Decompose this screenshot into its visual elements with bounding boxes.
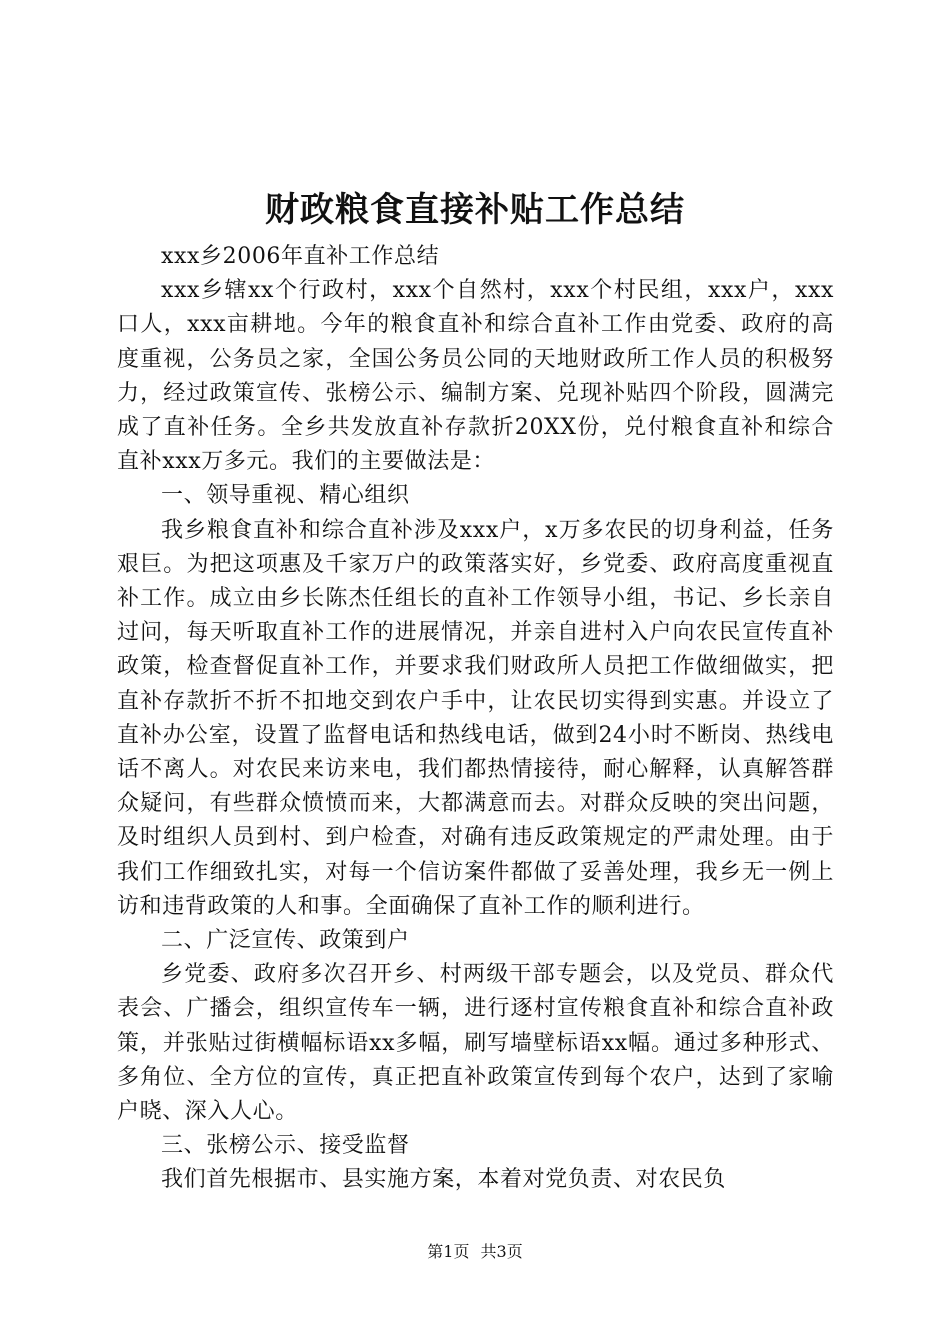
section-heading-3: 三、张榜公示、接受监督 (161, 1133, 410, 1159)
paragraph-subtitle: xxx乡2006年直补工作总结 (161, 244, 440, 269)
document-body (117, 240, 834, 1198)
page-total: 共3页 (480, 1242, 523, 1261)
page-footer (0, 1240, 950, 1264)
paragraph-section-3: 我们首先根据市、县实施方案，本着对党负责、对农民负 (161, 1167, 727, 1193)
paragraph-intro: xxx乡辖xx个行政村，xxx个自然村，xxx个村民组，xxx户，xxx口人，xxx亩耕地。今年的粮食直补和综合直补工作由党委、政府的高度重视，公务员之家，全国公务员公同的天地财政所工作人员的积极努力，经过政策宣传、张榜公示、编制方案、兑现补贴四个阶段，圆满完成了直补任务。全乡共发放直补存款折20XX份，兑付粮食直补和综合直补xxx万多元。我们的主要做法是： (117, 278, 834, 475)
section-heading-1: 一、领导重视、精心组织 (161, 483, 410, 509)
page-number: 第1页 (427, 1242, 470, 1261)
paragraph-section-2: 乡党委、政府多次召开乡、村两级干部专题会，以及党员、群众代表会、广播会，组织宣传车一辆，进行逐村宣传粮食直补和综合直补政策，并张贴过街横幅标语xx多幅，刷写墙壁标语xx幅。通过多种形式、多角位、全方位的宣传，真正把直补政策宣传到每个农户，达到了家喻户晓、深入人心。 (117, 962, 834, 1125)
section-heading-2: 二、广泛宣传、政策到户 (161, 928, 410, 954)
document-title: 财政粮食直接补贴工作总结 (265, 190, 685, 230)
paragraph-section-1: 我乡粮食直补和综合直补涉及xxx户，x万多农民的切身利益，任务艰巨。为把这项惠及千家万户的政策落实好，乡党委、政府高度重视直补工作。成立由乡长陈杰任组长的直补工作领导小组，书记、乡长亲自过问，每天听取直补工作的进展情况，并亲自进村入户向农民宣传直补政策，检查督促直补工作，并要求我们财政所人员把工作做细做实，把直补存款折不折不扣地交到农户手中，让农民切实得到实惠。并设立了直补办公室，设置了监督电话和热线电话，做到24小时不断岗、热线电话不离人。对农民来访来电，我们都热情接待，耐心解释，认真解答群众疑问，有些群众愤愤而来，大都满意而去。对群众反映的突出问题，及时组织人员到村、到户检查，对确有违反政策规定的严肃处理。由于我们工作细致扎实，对每一个信访案件都做了妥善处理，我乡无一例上访和违背政策的人和事。全面确保了直补工作的顺利进行。 (117, 517, 834, 919)
